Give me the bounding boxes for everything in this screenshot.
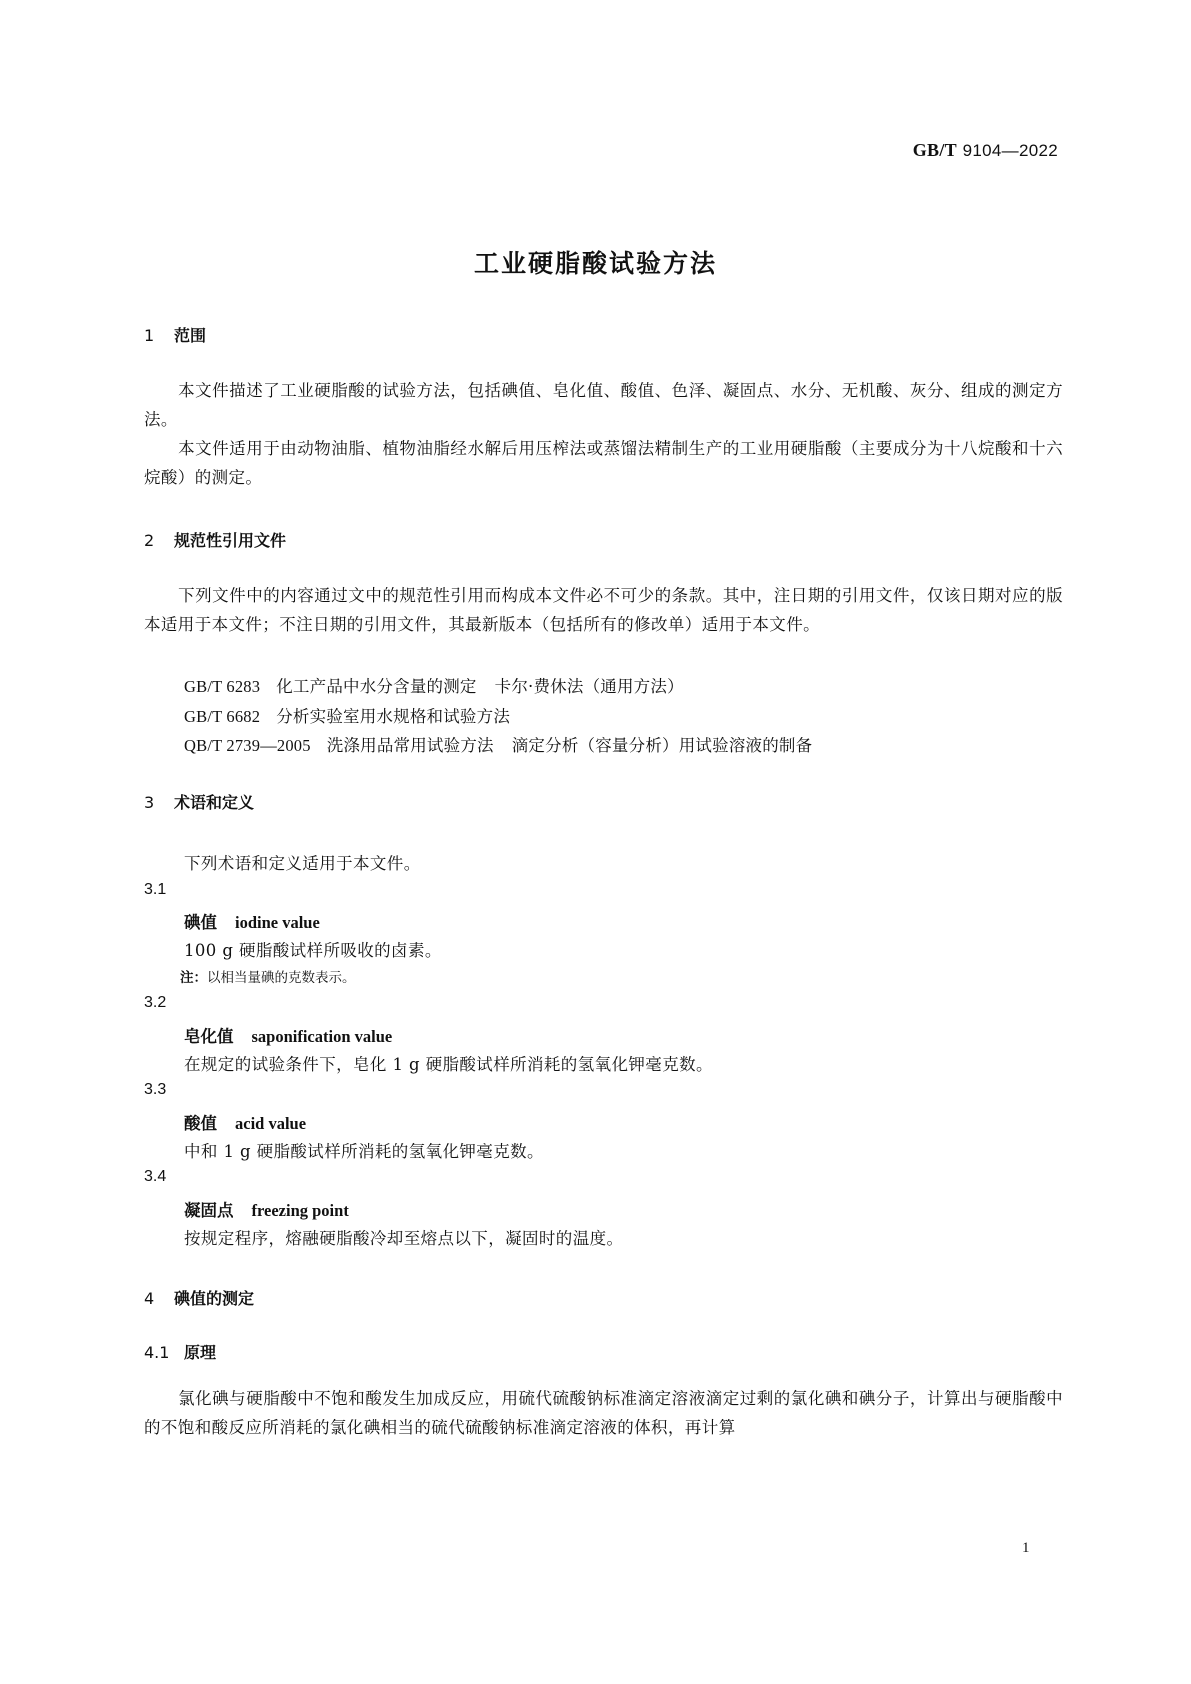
standard-prefix: GB/T bbox=[912, 140, 957, 160]
term-en: freezing point bbox=[251, 1201, 349, 1220]
term-heading bbox=[184, 1110, 306, 1134]
term-number: 3.4 bbox=[144, 1168, 167, 1185]
section-number: 2 bbox=[144, 531, 155, 550]
term-zh: 碘值 bbox=[184, 913, 217, 932]
term-zh: 凝固点 bbox=[184, 1201, 234, 1220]
term-definition: 按规定程序，熔融硬脂酸冷却至熔点以下，凝固时的温度。 bbox=[184, 1229, 624, 1248]
document-title: 工业硬脂酸试验方法 bbox=[473, 249, 717, 278]
term-zh: 皂化值 bbox=[184, 1027, 234, 1046]
note-text: 以相当量碘的克数表示。 bbox=[207, 970, 356, 986]
reference-subtitle: 滴定分析（容量分析）用试验溶液的制备 bbox=[511, 736, 813, 755]
section-number: 4 bbox=[144, 1289, 155, 1308]
standard-code bbox=[913, 140, 1058, 161]
section-1-heading bbox=[144, 323, 206, 346]
term-number: 3.1 bbox=[144, 881, 167, 898]
section-3-heading bbox=[144, 790, 254, 813]
reference-code: GB/T 6682 bbox=[184, 707, 261, 726]
standard-number: 9104—2022 bbox=[962, 141, 1058, 160]
term-definition: 在规定的试验条件下，皂化 1 g 硬脂酸试样所消耗的氢氧化钾毫克数。 bbox=[184, 1055, 713, 1074]
reference-title: 洗涤用品常用试验方法 bbox=[326, 736, 494, 755]
section-number: 1 bbox=[144, 326, 155, 345]
reference-item bbox=[184, 703, 510, 727]
section-title: 碘值的测定 bbox=[174, 1289, 255, 1308]
section-4-heading bbox=[144, 1286, 254, 1309]
reference-item bbox=[184, 673, 684, 697]
subsection-4-1-heading bbox=[144, 1340, 216, 1363]
section-title: 术语和定义 bbox=[174, 793, 255, 812]
term-note bbox=[180, 966, 356, 986]
term-heading bbox=[184, 1197, 349, 1221]
section-title: 范围 bbox=[174, 326, 207, 345]
scope-paragraph-1: 本文件描述了工业硬脂酸的试验方法，包括碘值、皂化值、酸值、色泽、凝固点、水分、无机酸、灰分、组成的测定方法。 bbox=[144, 381, 1063, 429]
reference-subtitle: 卡尔·费休法（通用方法） bbox=[494, 677, 684, 696]
reference-item bbox=[184, 732, 812, 756]
term-en: saponification value bbox=[251, 1027, 393, 1046]
reference-title: 化工产品中水分含量的测定 bbox=[276, 677, 477, 696]
term-en: acid value bbox=[235, 1114, 307, 1133]
term-definition: 中和 1 g 硬脂酸试样所消耗的氢氧化钾毫克数。 bbox=[184, 1142, 544, 1161]
references-intro-paragraph: 下列文件中的内容通过文中的规范性引用而构成本文件必不可少的条款。其中，注日期的引用文件，仅该日期对应的版本适用于本文件；不注日期的引用文件，其最新版本（包括所有的修改单）适用于本文件。 bbox=[144, 586, 1063, 634]
term-number: 3.3 bbox=[144, 1081, 167, 1098]
term-definition: 100 g 硬脂酸试样所吸收的卤素。 bbox=[184, 941, 442, 960]
term-en: iodine value bbox=[235, 913, 320, 932]
term-zh: 酸值 bbox=[184, 1114, 217, 1133]
section-title: 规范性引用文件 bbox=[174, 531, 287, 550]
subsection-title: 原理 bbox=[184, 1343, 217, 1362]
note-label: 注： bbox=[180, 970, 207, 986]
subsection-number: 4.1 bbox=[144, 1343, 170, 1362]
term-heading bbox=[184, 1023, 392, 1047]
section-2-heading bbox=[144, 528, 286, 551]
page-number: 1 bbox=[1022, 1540, 1030, 1556]
reference-code: QB/T 2739—2005 bbox=[184, 736, 311, 755]
principle-paragraph: 氯化碘与硬脂酸中不饱和酸发生加成反应，用硫代硫酸钠标准滴定溶液滴定过剩的氯化碘和碘分子，计算出与硬脂酸中的不饱和酸反应所消耗的氯化碘相当的硫代硫酸钠标准滴定溶液的体积，再计算 bbox=[144, 1389, 1063, 1437]
scope-paragraph-2: 本文件适用于由动物油脂、植物油脂经水解后用压榨法或蒸馏法精制生产的工业用硬脂酸（主要成分为十八烷酸和十六烷酸）的测定。 bbox=[144, 439, 1063, 487]
reference-code: GB/T 6283 bbox=[184, 677, 261, 696]
reference-title: 分析实验室用水规格和试验方法 bbox=[276, 707, 511, 726]
section-number: 3 bbox=[144, 793, 155, 812]
term-heading bbox=[184, 909, 320, 933]
term-number: 3.2 bbox=[144, 994, 167, 1011]
terms-intro: 下列术语和定义适用于本文件。 bbox=[184, 854, 421, 873]
